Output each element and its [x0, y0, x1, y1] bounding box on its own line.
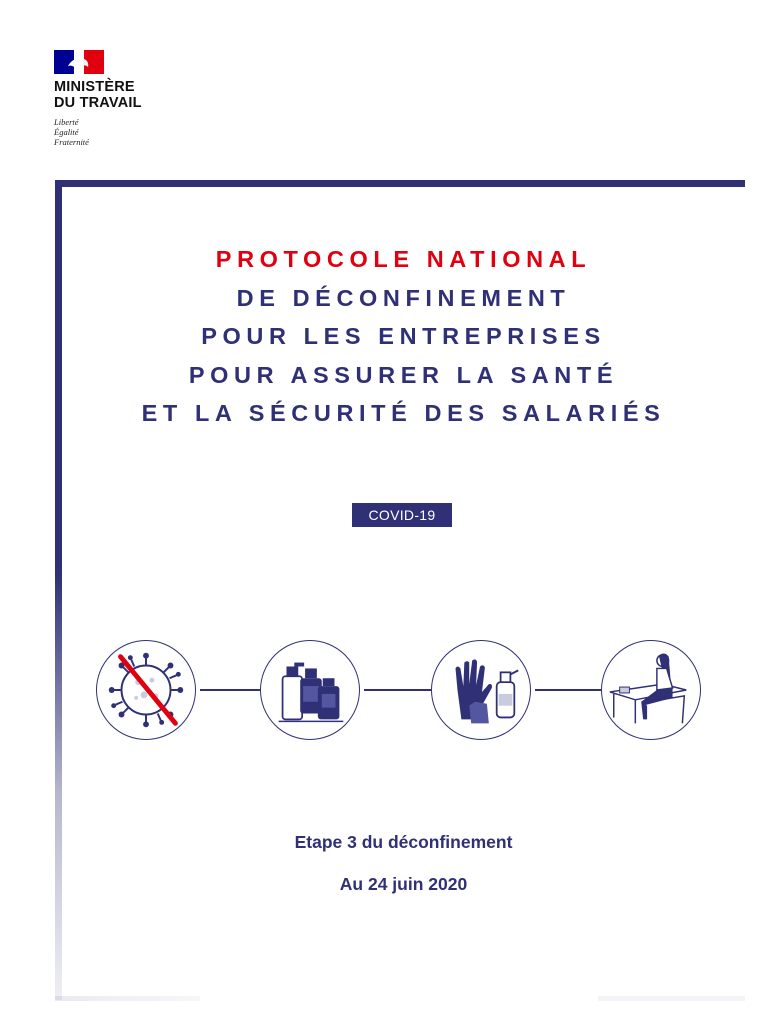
connector-3 — [535, 689, 601, 691]
ministry-name-line-1: MINISTÈRE — [54, 79, 135, 95]
date-label: Au 24 juin 2020 — [339, 874, 468, 894]
motto-liberte: Liberté — [54, 117, 79, 127]
title-line-1: PROTOCOLE NATIONAL — [215, 246, 592, 272]
connector-2 — [364, 689, 431, 691]
covid-badge: COVID-19 — [352, 503, 452, 527]
frame-bottom-left-border — [55, 996, 200, 1001]
motto-egalite: Égalité — [54, 127, 79, 137]
title-line-5: ET LA SÉCURITÉ DES SALARIÉS — [141, 400, 666, 426]
frame-bottom-right-border — [598, 996, 745, 1001]
frame-top-border — [55, 180, 745, 187]
gloves-and-spray-icon — [431, 640, 531, 740]
republic-motto — [54, 117, 89, 147]
step-label: Etape 3 du déconfinement — [294, 832, 513, 852]
person-at-desk-icon — [601, 640, 701, 740]
ministry-name — [54, 79, 254, 111]
no-virus-icon — [96, 640, 196, 740]
frame-left-border — [55, 180, 62, 1000]
document-title — [62, 240, 745, 433]
ministry-name-line-2: DU TRAVAIL — [54, 95, 142, 111]
marianne-flag-icon — [54, 50, 104, 74]
title-line-3: POUR LES ENTREPRISES — [201, 323, 606, 349]
connector-1 — [200, 689, 260, 691]
title-line-2: DE DÉCONFINEMENT — [236, 284, 571, 311]
motto-fraternite: Fraternité — [54, 137, 89, 147]
hand-sanitizer-bottles-icon — [260, 640, 360, 740]
title-line-4: POUR ASSURER LA SANTÉ — [188, 361, 619, 388]
